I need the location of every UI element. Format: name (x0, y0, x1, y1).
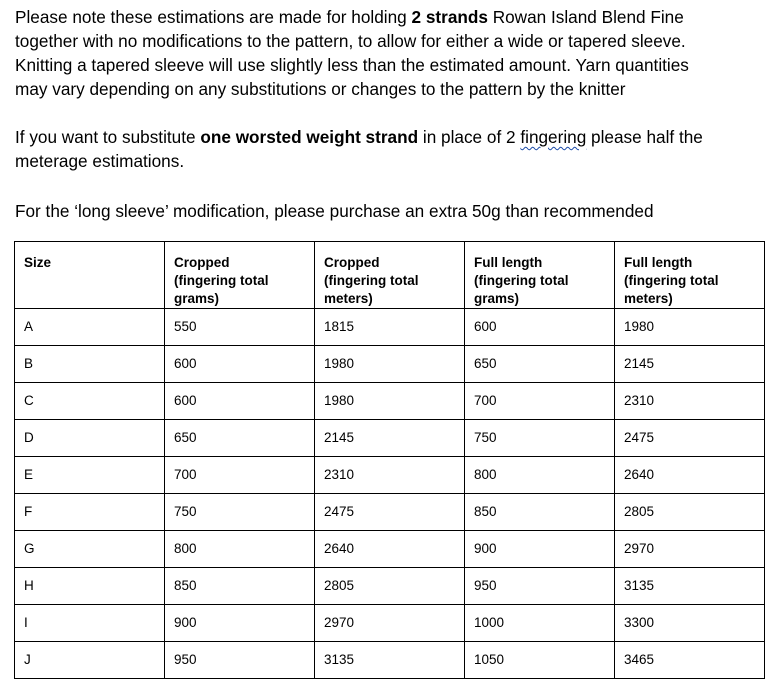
intro-paragraph (15, 5, 689, 101)
size-cell: E (15, 457, 165, 494)
table-row (15, 494, 765, 531)
size-cell: I (15, 605, 165, 642)
value-cell: 1980 (315, 346, 465, 383)
value-cell: 1815 (315, 309, 465, 346)
size-cell: A (15, 309, 165, 346)
size-cell: H (15, 568, 165, 605)
value-cell: 3465 (615, 642, 765, 679)
value-cell: 2970 (615, 531, 765, 568)
table-row (15, 346, 765, 383)
size-cell: D (15, 420, 165, 457)
value-cell: 1050 (465, 642, 615, 679)
intro-text-1: Please note these estimations are made for holding (15, 7, 412, 27)
column-header-line: grams) (474, 291, 520, 306)
sub-text-1: If you want to substitute (15, 127, 201, 147)
table-header-row (15, 242, 765, 309)
table-body (15, 309, 765, 679)
value-cell: 1980 (615, 309, 765, 346)
column-header-line: meters) (624, 291, 673, 306)
sub-text-3: please half the (586, 127, 703, 147)
value-cell: 650 (465, 346, 615, 383)
substitution-paragraph (15, 125, 703, 173)
value-cell: 900 (165, 605, 315, 642)
value-cell: 1000 (465, 605, 615, 642)
column-header (615, 242, 765, 309)
value-cell: 2145 (615, 346, 765, 383)
value-cell: 650 (165, 420, 315, 457)
value-cell: 550 (165, 309, 315, 346)
column-header (165, 242, 315, 309)
value-cell: 2145 (315, 420, 465, 457)
size-cell: C (15, 383, 165, 420)
column-header-line: Cropped (324, 255, 380, 270)
value-cell: 3135 (615, 568, 765, 605)
value-cell: 2475 (615, 420, 765, 457)
value-cell: 700 (165, 457, 315, 494)
value-cell: 800 (165, 531, 315, 568)
table-row (15, 531, 765, 568)
intro-line-4: may vary depending on any substitutions or changes to the pattern by the knitter (15, 79, 626, 99)
spellcheck-flagged-word[interactable]: fingering (520, 127, 587, 147)
column-header (15, 242, 165, 309)
value-cell: 600 (165, 383, 315, 420)
sub-bold-worsted: one worsted weight strand (200, 127, 419, 147)
value-cell: 2310 (315, 457, 465, 494)
value-cell: 2310 (615, 383, 765, 420)
value-cell: 2475 (315, 494, 465, 531)
size-cell: B (15, 346, 165, 383)
value-cell: 850 (165, 568, 315, 605)
size-cell: J (15, 642, 165, 679)
column-header-line: (fingering total (174, 273, 269, 288)
value-cell: 750 (165, 494, 315, 531)
intro-line-2: together with no modifications to the pattern, to allow for either a wide or tapered sleeve. (15, 31, 686, 51)
value-cell: 850 (465, 494, 615, 531)
value-cell: 750 (465, 420, 615, 457)
value-cell: 800 (465, 457, 615, 494)
column-header-line: Size (24, 255, 52, 270)
table-row (15, 309, 765, 346)
table-row (15, 642, 765, 679)
value-cell: 3300 (615, 605, 765, 642)
value-cell: 1980 (315, 383, 465, 420)
table-row (15, 605, 765, 642)
column-header-line: (fingering total (324, 273, 419, 288)
sub-text-2: in place of 2 (418, 127, 521, 147)
size-cell: F (15, 494, 165, 531)
intro-text-2: Rowan Island Blend Fine (487, 7, 684, 27)
column-header-line: meters) (324, 291, 373, 306)
value-cell: 950 (165, 642, 315, 679)
table-row (15, 383, 765, 420)
table-row (15, 420, 765, 457)
size-cell: G (15, 531, 165, 568)
column-header (315, 242, 465, 309)
yarn-estimation-table (14, 241, 765, 679)
intro-bold-strands: 2 strands (411, 7, 488, 27)
column-header-line: Full length (474, 255, 543, 270)
sub-line-2: meterage estimations. (15, 151, 185, 171)
column-header-line: Full length (624, 255, 693, 270)
value-cell: 950 (465, 568, 615, 605)
value-cell: 2805 (315, 568, 465, 605)
intro-line-3: Knitting a tapered sleeve will use slightly less than the estimated amount. Yarn quantities (15, 55, 689, 75)
value-cell: 2640 (315, 531, 465, 568)
table-row (15, 457, 765, 494)
column-header-line: Cropped (174, 255, 230, 270)
column-header (465, 242, 615, 309)
long-sleeve-paragraph: For the ‘long sleeve’ modification, please purchase an extra 50g than recommended (15, 201, 654, 221)
column-header-line: (fingering total (624, 273, 719, 288)
value-cell: 600 (165, 346, 315, 383)
column-header-line: grams) (174, 291, 220, 306)
value-cell: 3135 (315, 642, 465, 679)
value-cell: 900 (465, 531, 615, 568)
value-cell: 600 (465, 309, 615, 346)
value-cell: 700 (465, 383, 615, 420)
value-cell: 2970 (315, 605, 465, 642)
value-cell: 2640 (615, 457, 765, 494)
column-header-line: (fingering total (474, 273, 569, 288)
table-row (15, 568, 765, 605)
value-cell: 2805 (615, 494, 765, 531)
